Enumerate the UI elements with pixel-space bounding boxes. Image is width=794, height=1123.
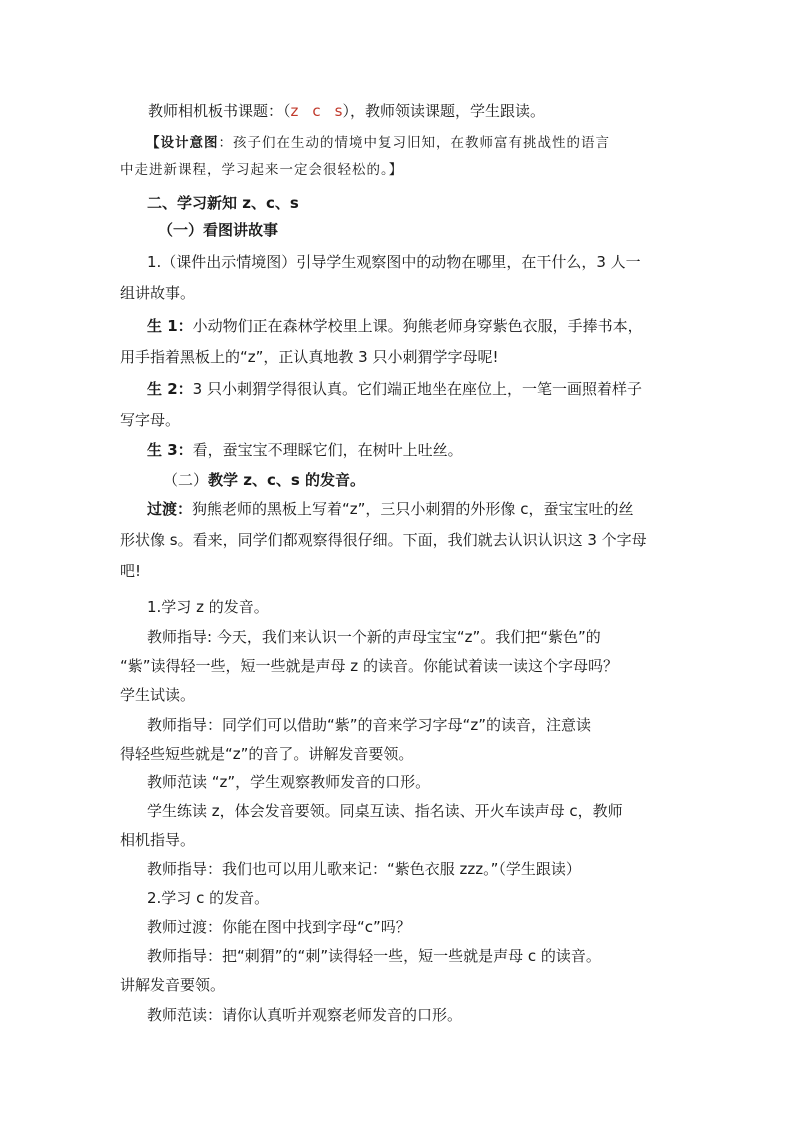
- guide-1-line-3: 学生试读。: [120, 686, 196, 704]
- subsection-1-heading: （一）看图讲故事: [158, 221, 279, 239]
- board-title-prefix: 教师相机板书课题：（: [148, 102, 291, 120]
- student-3-line-1: 生 3：看，蚕宝宝不理睬它们，在树叶上吐丝。: [147, 441, 463, 459]
- letter-s: s: [334, 102, 343, 120]
- student-1-line-2: 用手指着黑板上的“z”，正认真地教 3 只小刺猬学字母呢!: [120, 348, 499, 366]
- board-title-suffix: ），教师领读课题，学生跟读。: [342, 102, 545, 120]
- student-2-line-1: 生 2：3 只小刺猬学得很认真。它们端正地坐在座位上，一笔一画照着样子: [147, 380, 642, 398]
- story-intro-line-2: 组讲故事。: [120, 284, 196, 302]
- student-2-label: 生 2：: [147, 380, 193, 398]
- student-2-line-2: 写字母。: [120, 411, 181, 429]
- practice-z-line-2: 相机指导。: [120, 831, 196, 849]
- demo-c-line: 教师范读：请你认真听并观察老师发音的口形。: [147, 1006, 463, 1024]
- guide-1-line-2: “紫”读得轻一些，短一些就是声母 z 的读音。你能试着读一读这个字母吗？: [120, 657, 618, 675]
- letter-z: z: [290, 102, 299, 120]
- subsection-2-text: 教学 z、c、s 的发音。: [208, 471, 366, 489]
- student-3-label: 生 3：: [147, 441, 193, 459]
- guide-2-line-2: 得轻些短些就是“z”的音了。讲解发音要领。: [120, 745, 414, 763]
- learn-z-heading: 1.学习 z 的发音。: [147, 598, 269, 616]
- guide-c-line-1: 教师指导：把“刺猬”的“刺”读得轻一些，短一些就是声母 c 的读音。: [147, 947, 601, 965]
- story-intro-line-1: 1.（课件出示情境图）引导学生观察图中的动物在哪里，在干什么，3 人一: [147, 253, 641, 271]
- transition-line-2: 形状像 s。看来，同学们都观察得很仔细。下面，我们就去认识认识这 3 个字母: [120, 531, 647, 549]
- design-note-text-2: 中走进新课程，学习起来一定会很轻松的。】: [120, 162, 404, 178]
- guide-c-line-2: 讲解发音要领。: [120, 976, 226, 994]
- paragraph-board-title: [148, 101, 545, 121]
- practice-z-line-1: 学生练读 z，体会发音要领。同桌互读、指名读、开火车读声母 c，教师: [147, 802, 623, 820]
- subsection-2-heading: [163, 470, 365, 490]
- design-note-line-2: [120, 160, 403, 180]
- transition-c-line: 教师过渡：你能在图中找到字母“c”吗？: [147, 918, 411, 936]
- subsection-2-prefix: （二）: [163, 471, 209, 489]
- section-2-heading: 二、学习新知 z、c、s: [147, 194, 299, 212]
- transition-label: 过渡：: [147, 500, 193, 518]
- transition-line-3: 吧!: [120, 562, 142, 580]
- guide-2-line-1: 教师指导：同学们可以借助“紫”的音来学习字母“z”的读音，注意读: [147, 716, 591, 734]
- rhyme-z-line: 教师指导：我们也可以用儿歌来记：“紫色衣服 zzz。”（学生跟读）: [147, 860, 581, 878]
- transition-line-1: 过渡：狗熊老师的黑板上写着“z”，三只小刺猬的外形像 c，蚕宝宝吐的丝: [147, 500, 634, 518]
- learn-c-heading: 2.学习 c 的发音。: [147, 889, 270, 907]
- student-1-label: 生 1：: [147, 317, 193, 335]
- design-note-text-1: ：孩子们在生动的情境中复习旧知，在教师富有挑战性的语言: [218, 135, 610, 151]
- design-note-line-1: [146, 133, 610, 153]
- demo-z-line: 教师范读 “z”，学生观察教师发音的口形。: [147, 773, 431, 791]
- letter-c: c: [312, 102, 321, 120]
- design-note-label: 【设计意图: [146, 135, 219, 151]
- student-1-line-1: 生 1：小动物们正在森林学校里上课。狗熊老师身穿紫色衣服，手捧书本，: [147, 317, 643, 335]
- guide-1-line-1: 教师指导: 今天，我们来认识一个新的声母宝宝“z”。我们把“紫色”的: [147, 628, 601, 646]
